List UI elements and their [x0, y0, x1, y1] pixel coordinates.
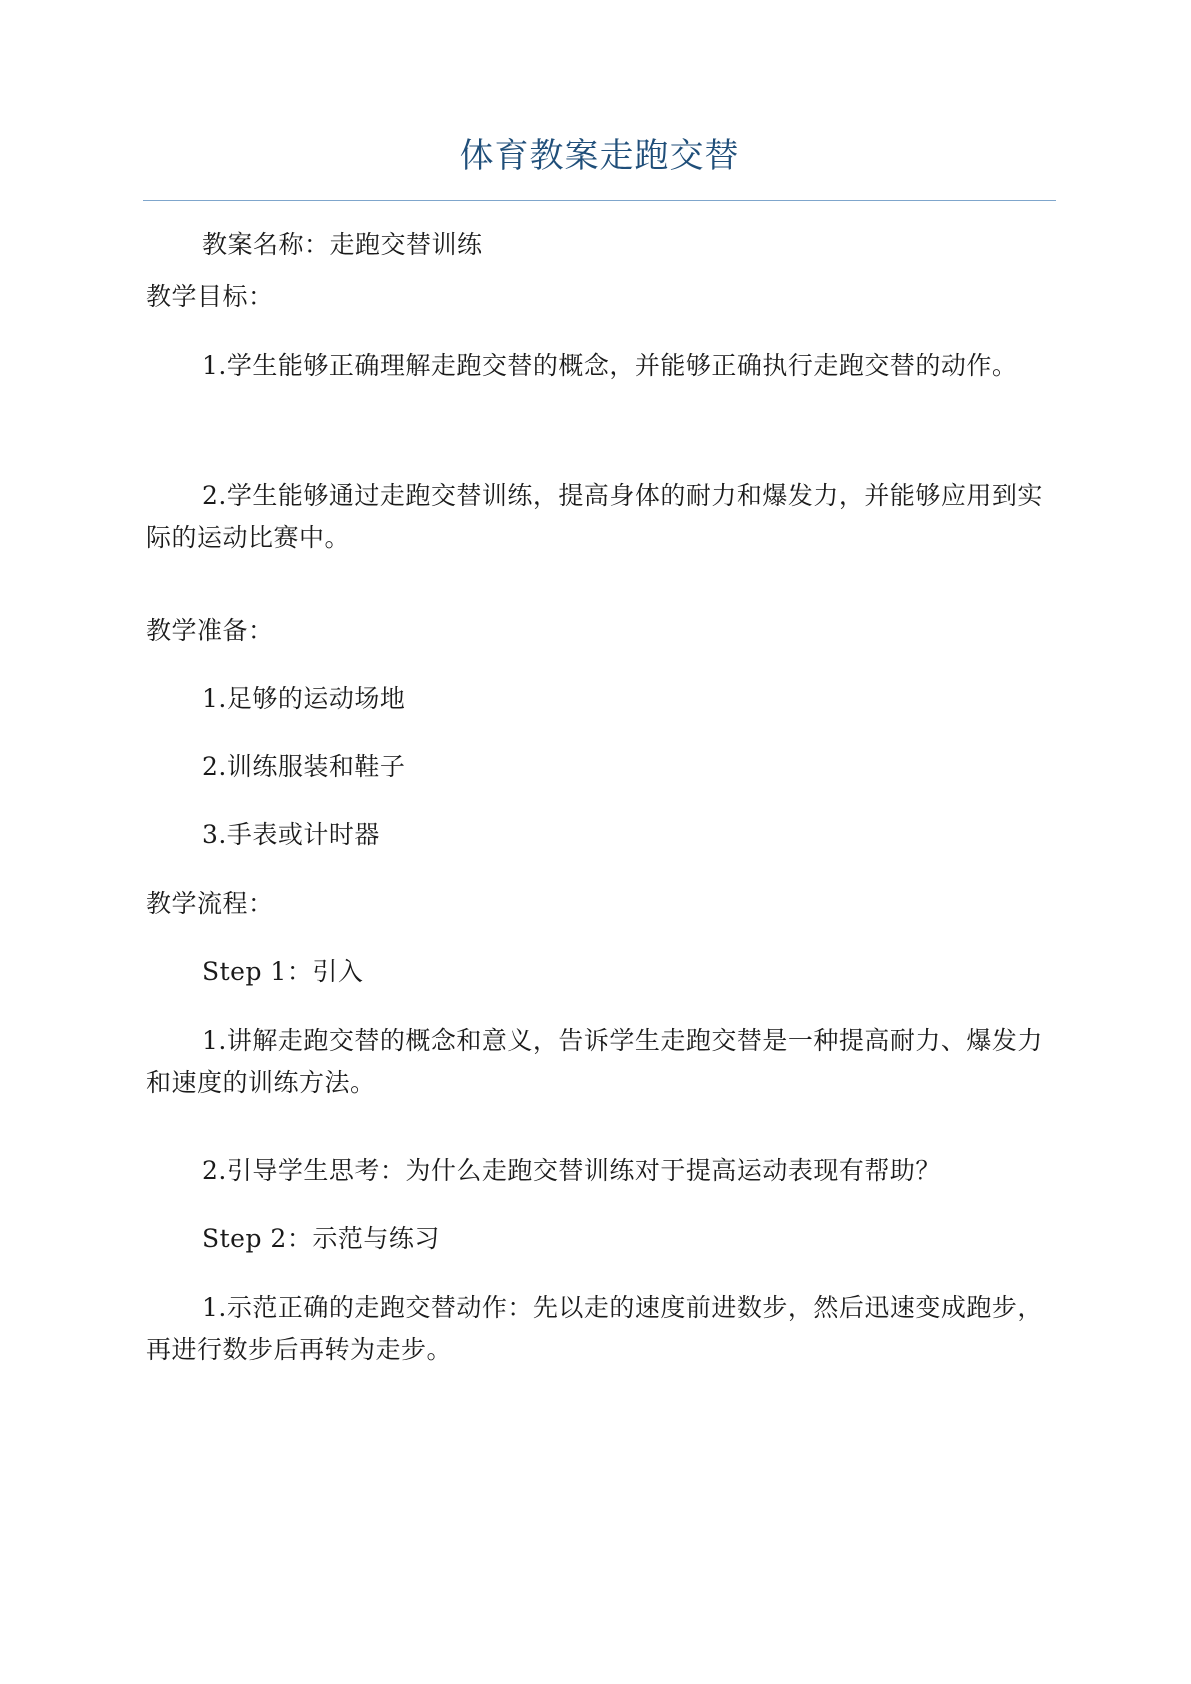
title-divider: [143, 200, 1056, 201]
preparation-item-3: 3.手表或计时器: [202, 820, 380, 849]
section-heading-preparation: 教学准备：: [146, 616, 274, 645]
lesson-name: 教案名称：走跑交替训练: [202, 230, 483, 259]
step1-item-2: 2.引导学生思考：为什么走跑交替训练对于提高运动表现有帮助？: [202, 1156, 941, 1185]
step2-item-1: 1.示范正确的走跑交替动作：先以走的速度前进数步，然后迅速变成跑步，再进行数步后再转为走步。: [146, 1293, 1043, 1364]
preparation-item-1: 1.足够的运动场地: [202, 684, 406, 713]
document-title: 体育教案走跑交替: [459, 136, 740, 176]
section-heading-objectives: 教学目标：: [146, 282, 274, 311]
step1-item-1: 1.讲解走跑交替的概念和意义，告诉学生走跑交替是一种提高耐力、爆发力和速度的训练方法。: [146, 1026, 1043, 1097]
section-heading-process: 教学流程：: [146, 889, 274, 918]
objective-item-2: 2.学生能够通过走跑交替训练，提高身体的耐力和爆发力，并能够应用到实际的运动比赛中。: [146, 481, 1043, 552]
step-heading-1: Step 1：引入: [202, 957, 364, 986]
preparation-item-2: 2.训练服装和鞋子: [202, 752, 406, 781]
objective-item-1: 1.学生能够正确理解走跑交替的概念，并能够正确执行走跑交替的动作。: [202, 351, 1018, 380]
step-heading-2: Step 2：示范与练习: [202, 1224, 440, 1253]
